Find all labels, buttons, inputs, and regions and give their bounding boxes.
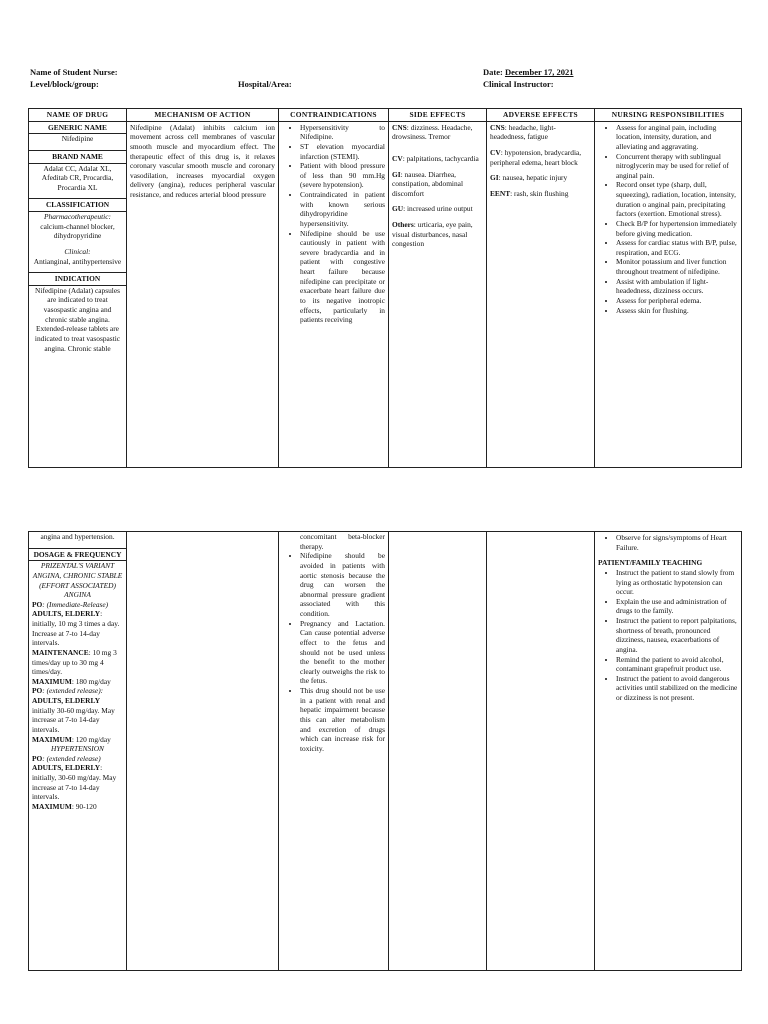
dosage-po-er: [32, 686, 123, 696]
dosage-max-2: [32, 735, 123, 745]
list-item: • Concurrent therapy with sublingual nitroglycerin may be used for relief of anginal pain.: [616, 152, 738, 181]
level-label: Level/block/group:: [30, 79, 99, 89]
col-side-effects: SIDE EFFECTS: [389, 109, 487, 122]
list-item: • Contraindicated in patient with known serious dihydropyridine hypersensitivity.: [300, 190, 385, 229]
list-item: • Assess for anginal pain, including location, intensity, duration, and alleviating and aggravating.: [616, 123, 738, 152]
list-item: • Check B/P for hypertension immediately before giving medication.: [616, 219, 738, 238]
max-label: MAXIMUM: [32, 801, 72, 811]
po-label: PO: [32, 599, 43, 609]
hypertension-heading: HYPERTENSION: [51, 744, 104, 754]
nursing-cell-cont: [595, 532, 742, 971]
list-item: • Pregnancy and Lactation. Can cause potential adverse effect to the fetus and should not be used unless the benefit to the mother clearly outweighs the risk to the fetus.: [300, 619, 385, 686]
mechanism-cell-cont: [127, 532, 279, 971]
adverse-effects-cell-cont: [487, 532, 595, 971]
name-of-drug-cell-cont: [29, 532, 127, 971]
side-effect-cns: [392, 123, 483, 142]
mechanism-text: Nifedipine (Adalat) inhibits calcium ion movement across cell membranes of vascular smooth muscle and myocardium effect. The therapeutic effect of this drug is, it relaxes coronary vascular smooth muscle and coronary vasodilation, increases myocardial oxygen delivery (angina), reduces peripheral vascular resistance, and reduces arterial blood pressure: [127, 121, 279, 467]
list-item: • Hypersensitivity to Nifedipine.: [300, 123, 385, 142]
adults-label: ADULTS, ELDERLY: [32, 609, 101, 619]
indication-text-cont: angina and hypertension.: [40, 532, 115, 541]
list-item: • Instruct the patient to stand slowly from lying as orthostatic hypotension can occur.: [616, 568, 738, 597]
max-text: : 120 mg/day: [71, 734, 111, 744]
dosage-po-ir: [32, 600, 123, 610]
list-item: • Remind the patient to avoid alcohol, contaminant grapefruit product use.: [616, 655, 738, 674]
side-effect-label: GI: [392, 169, 401, 179]
adults-label-2: ADULTS, ELDERLY: [32, 696, 101, 705]
adverse-effect-cns: [490, 123, 591, 142]
adults-ir-text: : initially, 10 mg 3 times a day. Increase at 7-to 14-day intervals.: [32, 609, 120, 648]
pharmaco-label: Pharmacotherapeutic:: [44, 212, 111, 221]
maintenance-label: MAINTENANCE: [32, 647, 89, 657]
side-effect-label: CV: [392, 153, 403, 163]
adverse-effect-label: GI: [490, 173, 499, 183]
student-name-label: Name of Student Nurse:: [30, 67, 118, 77]
hospital-label: Hospital/Area:: [238, 79, 292, 89]
classification-heading: CLASSIFICATION: [29, 198, 126, 212]
dosage-subheading: PRIZENTAL'S VARIANT ANGINA, CHRONIC STABLE (EFFORT ASSOCIATED) ANGINA: [32, 561, 123, 600]
list-item: • Assess for cardiac status with B/P, pulse, respiration, and ECG.: [616, 238, 738, 257]
list-item: • Assess skin for flushing.: [616, 306, 738, 316]
max-label: MAXIMUM: [32, 734, 72, 744]
col-contraindications: CONTRAINDICATIONS: [279, 109, 389, 122]
list-item: • Assess for peripheral edema.: [616, 296, 738, 306]
side-effects-cell-cont: [389, 532, 487, 971]
po-er-text: : (extended release): [42, 753, 101, 763]
dosage-po-er-2: [32, 754, 123, 764]
po-label: PO: [32, 686, 43, 696]
adverse-effect-text: : rash, skin flushing: [510, 188, 569, 198]
side-effect-text: : increased urine output: [403, 204, 473, 214]
adverse-effect-label: EENT: [490, 188, 511, 198]
max-label: MAXIMUM: [32, 676, 72, 686]
brand-names: Adalat CC, Adalat XL, Afeditab CR, Procardia, Procardia XL: [41, 163, 114, 192]
side-effect-text: : urticaria, eye pain, visual disturbances, nasal congestion: [392, 220, 473, 249]
side-effect-gu: [392, 204, 483, 214]
col-name-of-drug: NAME OF DRUG: [29, 109, 127, 122]
pharmaco-value: calcium-channel blocker, dihydropyridine: [40, 221, 115, 241]
instructor-label: Clinical Instructor:: [483, 79, 554, 89]
dosage-adults-ir: [32, 609, 123, 648]
side-effect-label: Others: [392, 220, 414, 229]
po-ir-text: : (Immediate-Release): [42, 599, 109, 609]
dosage-adults-er-2: [32, 763, 123, 802]
list-item: • Patient with blood pressure of less than 90 mm.Hg (severe hypotension).: [300, 161, 385, 190]
side-effect-label: CNS: [392, 122, 407, 132]
clinical-value: Antianginal, antihypertensive: [33, 256, 122, 266]
adults-er-text: : initially, 30-60 mg/day. May increase at 7-to 14-day intervals.: [32, 763, 117, 802]
adverse-effect-label: CV: [490, 147, 501, 157]
date-field: [483, 67, 573, 77]
generic-name-heading: GENERIC NAME: [29, 122, 126, 135]
list-item: • Nifedipine should be avoided in patients with aortic stenosis because the drug can worsen the abnormal pressure gradient associated with this condition.: [300, 551, 385, 618]
adverse-effect-cv: [490, 148, 591, 167]
drug-table-page2: [28, 531, 742, 971]
list-item: • Monitor potassium and liver function throughout treatment of nifedipine.: [616, 257, 738, 276]
adverse-effect-eent: [490, 189, 591, 199]
side-effect-cv: [392, 154, 483, 164]
side-effects-cell: [389, 121, 487, 467]
side-effect-label: GU: [392, 204, 404, 214]
dosage-adults-er: initially 30-60 mg/day. May increase at 7-to 14-day intervals.: [32, 705, 115, 734]
side-effect-gi: [392, 170, 483, 199]
adverse-effect-text: : hypotension, bradycardia, peripheral edema, heart block: [490, 147, 582, 167]
list-item: • Explain the use and administration of drugs to the family.: [616, 597, 738, 616]
list-item: • Assist with ambulation if light-headedness, dizziness occurs.: [616, 277, 738, 296]
teaching-list: [598, 568, 738, 703]
clinical-label: Clinical:: [64, 246, 91, 256]
maintenance-text: : 10 mg 3 times/day up to 30 mg 4 times/day.: [32, 647, 117, 677]
col-adverse-effects: ADVERSE EFFECTS: [487, 109, 595, 122]
name-of-drug-cell: [29, 121, 127, 467]
adverse-effect-text: : nausea, hepatic injury: [498, 173, 568, 183]
date-value: December 17, 2021: [504, 67, 574, 77]
col-mechanism: MECHANISM OF ACTION: [127, 109, 279, 122]
max-text: : 90-120: [71, 801, 97, 811]
max-text: : 180 mg/day: [71, 676, 111, 686]
indication-text: Nifedipine (Adalat) capsules are indicated to treat vasospastic angina and chronic stable angina. Extended-release tablets are indicated to treat vasospastic angina. Chronic stable: [34, 285, 121, 353]
adverse-effect-label: CNS: [490, 122, 505, 132]
contraindications-list: [282, 123, 385, 325]
dosage-maintenance: [32, 648, 123, 677]
indication-heading: INDICATION: [29, 272, 126, 286]
side-effect-text: : nausea. Diarrhea, constipation, abdominal discomfort: [392, 169, 464, 198]
list-item: • ST elevation myocardial infarction (STEMI).: [300, 142, 385, 161]
generic-name: Nifedipine: [61, 134, 94, 144]
list-item: • Observe for signs/symptoms of Heart Failure.: [616, 533, 738, 552]
dosage-max-1: [32, 677, 123, 687]
nursing-list: [598, 123, 738, 316]
col-nursing: NURSING RESPONSIBILITIES: [595, 109, 742, 122]
adults-label: ADULTS, ELDERLY: [32, 763, 101, 773]
po-label: PO: [32, 753, 43, 763]
contraindications-list-cont: [282, 551, 385, 753]
adverse-effect-gi: [490, 173, 591, 183]
list-item: • This drug should not be use in a patient with renal and hepatic impairment because this can alter metabolism and excretion of drugs which can increase risk for toxicity.: [300, 686, 385, 753]
adverse-effects-cell: [487, 121, 595, 467]
brand-name-heading: BRAND NAME: [29, 150, 126, 164]
dosage-max-3: [32, 802, 123, 812]
nursing-list-cont: [598, 533, 738, 552]
side-effect-text: : dizziness. Headache, drowsiness. Tremor: [392, 122, 473, 142]
side-effect-text: : palpitations, tachycardia: [402, 153, 479, 163]
nursing-cell: [595, 121, 742, 467]
adverse-effect-text: : headache, light-headedness, fatigue: [490, 122, 556, 142]
list-item: • Nifedipine should be use cautiously in patient with severe bradycardia and in patient with congestive heart failure because nifedipine can precipitate or exacerbate heart failure due to its negative inotropic effects, particularly in patients receiving: [300, 229, 385, 325]
side-effect-others: [392, 220, 483, 249]
drug-table-page1: [28, 108, 742, 468]
contraindications-cell-cont: [279, 532, 389, 971]
list-item: • Record onset type (sharp, dull, squeezing), radiation, location, intensity, duration o anginal pain, precipitating factors (exertion. Emotional stress).: [616, 180, 738, 219]
dosage-heading: DOSAGE & FREQUENCY: [29, 548, 126, 562]
contraindications-cell: [279, 121, 389, 467]
po-er-text: : (extended release):: [42, 686, 104, 696]
teaching-heading: PATIENT/FAMILY TEACHING: [598, 558, 703, 568]
date-label: Date:: [483, 67, 503, 77]
list-item: • Instruct the patient to avoid dangerous activities until stabilized on the medicine or dizziness is not present.: [616, 674, 738, 703]
contraindication-cont-text: concomitant beta-blocker therapy.: [300, 532, 385, 551]
list-item: • Instruct the patient to report palpitations, shortness of breath, pronounced dizziness, nausea, exacerbations of angina.: [616, 616, 738, 655]
